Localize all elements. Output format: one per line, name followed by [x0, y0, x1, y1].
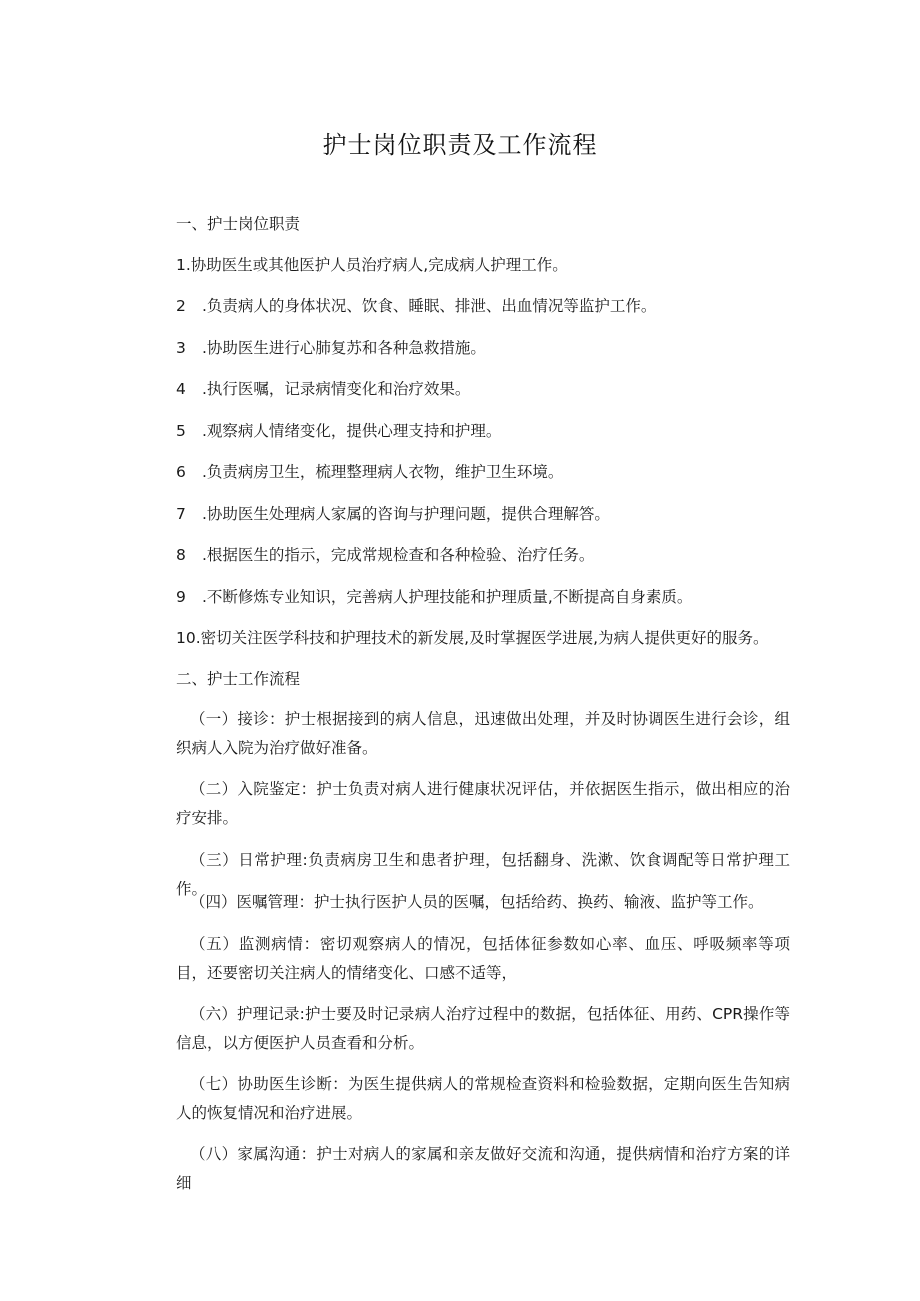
duty-text: .不断修炼专业知识，完善病人护理技能和护理质量,不断提高自身素质。 [202, 588, 693, 606]
workflow-paragraph: （六）护理记录:护士要及时记录病人治疗过程中的数据，包括体征、用药、CPR操作等信息，以方便医护人员查看和分析。 [176, 1005, 790, 1052]
workflow-paragraph: （五）监测病情：密切观察病人的情况，包括体征参数如心率、血压、呼吸频率等项目，还要密切关注病人的情绪变化、口感不适等， [176, 935, 790, 982]
duty-number: 2 [176, 297, 186, 315]
duty-number: 10. [176, 629, 201, 647]
duty-number: 1. [176, 256, 191, 274]
duty-item [176, 378, 470, 400]
duty-number: 5 [176, 422, 186, 440]
duty-item [176, 627, 769, 649]
duty-text: .协助医生进行心肺复苏和各种急救措施。 [202, 339, 486, 357]
workflow-paragraph: （七）协助医生诊断：为医生提供病人的常规检查资料和检验数据，定期向医生告知病人的恢复情况和治疗进展。 [176, 1075, 790, 1122]
workflow-paragraph: （四）医嘱管理：护士执行医护人员的医嘱，包括给药、换药、输液、监护等工作。 [190, 893, 764, 911]
duty-item [176, 420, 501, 442]
duty-item [176, 254, 568, 276]
workflow-paragraph: （一）接诊：护士根据接到的病人信息，迅速做出处理，并及时协调医生进行会诊，组织病人入院为治疗做好准备。 [176, 710, 790, 757]
duty-number: 7 [176, 505, 186, 523]
duty-text: .协助医生处理病人家属的咨询与护理问题，提供合理解答。 [202, 505, 610, 523]
section-heading-duties: 一、护士岗位职责 [176, 215, 301, 233]
duty-item [176, 337, 486, 359]
duty-text: .负责病房卫生，梳理整理病人衣物，维护卫生环境。 [202, 463, 564, 481]
duty-number: 3 [176, 339, 186, 357]
duty-item [176, 295, 656, 317]
workflow-paragraph: （八）家属沟通：护士对病人的家属和亲友做好交流和沟通，提供病情和治疗方案的详细 [176, 1145, 790, 1192]
duty-number: 6 [176, 463, 186, 481]
duty-text: .观察病人情绪变化，提供心理支持和护理。 [202, 422, 502, 440]
duty-item [176, 586, 692, 608]
duty-item [176, 461, 563, 483]
section-heading-workflow: 二、护士工作流程 [176, 670, 301, 688]
duty-text: .执行医嘱，记录病情变化和治疗效果。 [202, 380, 471, 398]
duty-item [176, 503, 610, 525]
duty-text: .根据医生的指示，完成常规检查和各种检验、治疗任务。 [202, 546, 595, 564]
workflow-paragraph: （三）日常护理:负责病房卫生和患者护理，包括翻身、洗漱、饮食调配等日常护理工作。 [176, 851, 790, 898]
duty-number: 4 [176, 380, 186, 398]
workflow-paragraph: （二）入院鉴定：护士负责对病人进行健康状况评估，并依据医生指示，做出相应的治疗安排。 [176, 780, 790, 827]
duty-text: 密切关注医学科技和护理技术的新发展,及时掌握医学进展,为病人提供更好的服务。 [200, 629, 769, 647]
document-title: 护士岗位职责及工作流程 [322, 131, 598, 159]
duty-number: 8 [176, 546, 186, 564]
duty-text: .负责病人的身体状况、饮食、睡眠、排泄、出血情况等监护工作。 [202, 297, 657, 315]
duty-text: 协助医生或其他医护人员治疗病人,完成病人护理工作。 [190, 256, 568, 274]
duty-item [176, 544, 594, 566]
duty-number: 9 [176, 588, 186, 606]
